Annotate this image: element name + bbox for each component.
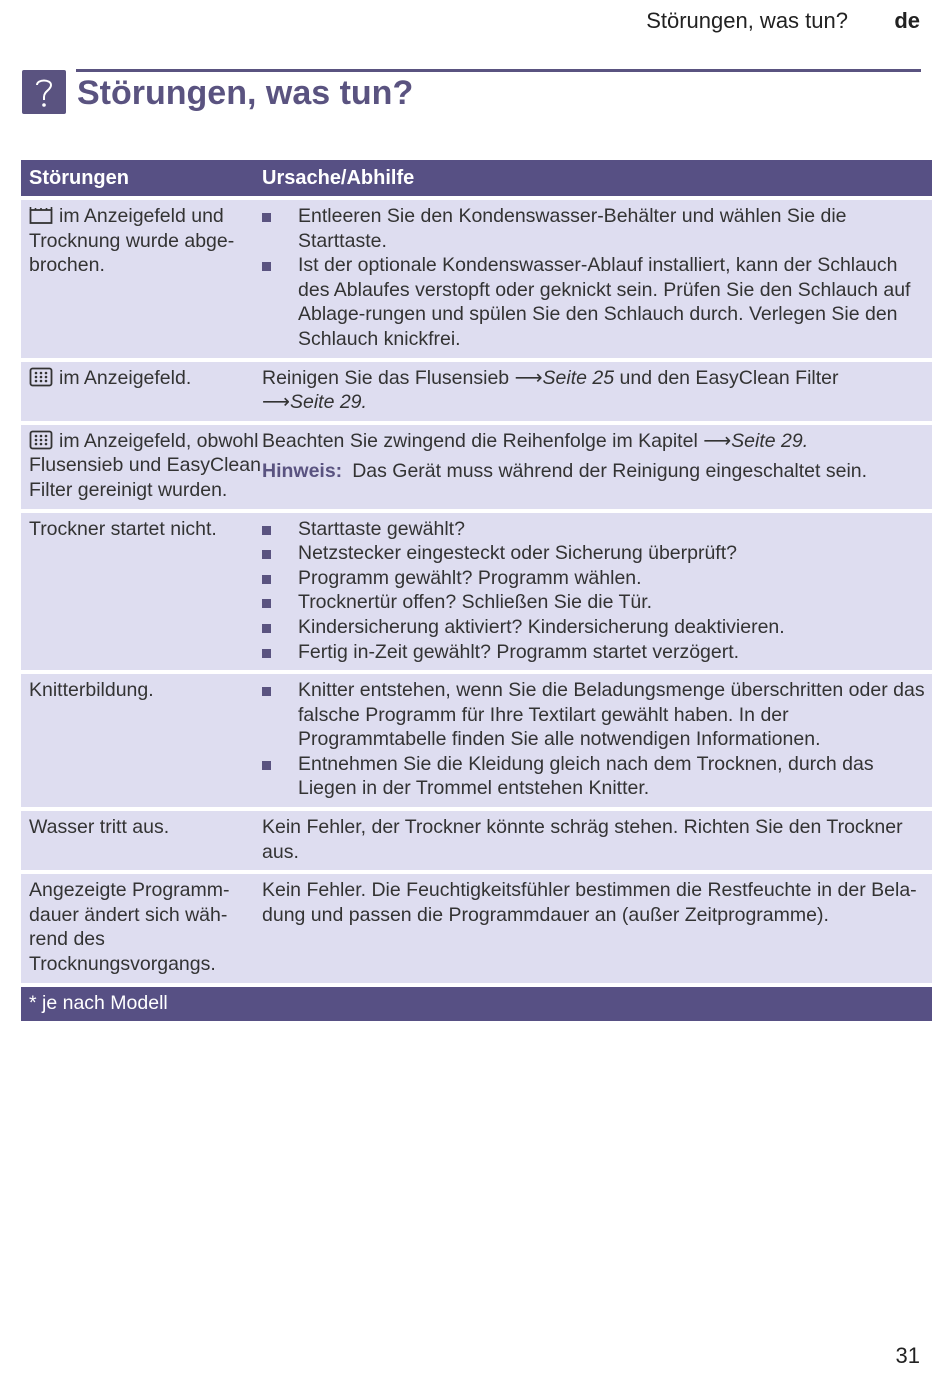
bullet-icon	[262, 640, 298, 665]
bullet-icon	[262, 204, 298, 253]
problem-cell: Angezeigte Programm-dauer ändert sich wäh-rend des Trocknungsvorgangs.	[29, 879, 230, 976]
bullet-icon	[262, 615, 298, 640]
remedy-cell	[262, 200, 932, 358]
column-header-remedy: Ursache/Abhilfe	[262, 166, 415, 189]
remedy-cell: Beachten Sie zwingend die Reihenfolge im Kapitel ⟶Seite 29. Hinweis: Das Gerät muss während der Reinigung eingeschaltet sein.	[262, 425, 932, 509]
table-row	[21, 362, 932, 421]
table-row	[21, 200, 932, 358]
list-item: Entnehmen Sie die Kleidung gleich nach dem Trocknen, durch das Liegen in der Trommel entstehen Knitter.	[262, 752, 926, 801]
problem-cell: Knitterbildung.	[29, 679, 154, 702]
arrow-right-icon: ⟶	[703, 429, 732, 452]
running-header-title: Störungen, was tun?	[646, 8, 848, 33]
remedy-cell: Reinigen Sie das Flusensieb ⟶Seite 25 und den EasyClean Filter ⟶Seite 29.	[262, 366, 839, 414]
note-label: Hinweis:	[262, 460, 343, 483]
bullet-icon	[262, 517, 298, 542]
arrow-right-icon: ⟶	[262, 391, 290, 414]
remedy-cell	[262, 513, 932, 671]
remedy-cell: Kein Fehler. Die Feuchtigkeitsfühler bestimmen die Restfeuchte in der Bela-dung und passen die Programmdauer an (außer Zeitprogramme).	[262, 879, 917, 926]
page-reference[interactable]: Seite 29	[731, 429, 803, 452]
filter-icon	[29, 430, 53, 450]
bullet-icon	[262, 590, 298, 615]
problem-cell: im Anzeigefeld und Trocknung wurde abge-brochen.	[29, 205, 235, 277]
table-row	[21, 811, 932, 870]
list-item: Knitter entstehen, wenn Sie die Beladungsmenge überschritten oder das falsche Programm für Ihre Textilart gewählt haben. In der Programmtabelle finden Sie alle notwendigen Informationen.	[262, 678, 926, 752]
list-item: Entleeren Sie den Kondenswasser-Behälter und wählen Sie die Starttaste.	[262, 204, 926, 253]
bullet-icon	[262, 541, 298, 566]
filter-icon	[29, 367, 53, 387]
bullet-icon	[262, 253, 298, 351]
page-title: Störungen, was tun?	[77, 74, 414, 112]
table-footnote: * je nach Modell	[21, 987, 932, 1021]
container-icon	[29, 205, 53, 225]
page-number: 31	[895, 1343, 920, 1368]
bullet-icon	[262, 752, 298, 801]
table-row	[21, 674, 932, 807]
problem-cell: Trockner startet nicht.	[29, 517, 217, 540]
table-row	[21, 874, 932, 982]
language-code: de	[894, 8, 920, 33]
list-item: Kindersicherung aktiviert? Kindersicherung deaktivieren.	[262, 615, 926, 640]
bullet-icon	[262, 566, 298, 591]
table-header	[21, 160, 932, 196]
list-item: Trocknertür offen? Schließen Sie die Tür.	[262, 590, 926, 615]
list-item: Fertig in-Zeit gewählt? Programm startet verzögert.	[262, 640, 926, 665]
list-item: Programm gewählt? Programm wählen.	[262, 566, 926, 591]
bullet-icon	[262, 678, 298, 752]
table-row	[21, 513, 932, 671]
question-icon	[22, 70, 66, 114]
note: Hinweis: Das Gerät muss während der Reinigung eingeschaltet sein.	[262, 460, 868, 483]
list-item: Starttaste gewählt?	[262, 517, 926, 542]
troubleshooting-table	[21, 160, 932, 1021]
list-item: Ist der optionale Kondenswasser-Ablauf installiert, kann der Schlauch des Ablaufes verstopft oder geknickt sein. Prüfen Sie den Schlauch auf Ablage-rungen und spülen Sie den Schlauch durch. Verlegen Sie den Schlauch knickfrei.	[262, 253, 926, 351]
column-header-problem: Störungen	[29, 166, 129, 189]
problem-cell: Wasser tritt aus.	[29, 816, 170, 839]
remedy-cell: Kein Fehler, der Trockner könnte schräg stehen. Richten Sie den Trockner aus.	[262, 816, 903, 863]
page-reference[interactable]: Seite 25	[542, 366, 615, 389]
title-rule	[76, 69, 921, 72]
arrow-right-icon: ⟶	[514, 366, 543, 389]
problem-cell: im Anzeigefeld.	[21, 362, 262, 421]
remedy-cell	[262, 674, 932, 807]
table-row	[21, 425, 932, 509]
list-item: Netzstecker eingesteckt oder Sicherung überprüft?	[262, 541, 926, 566]
page-reference[interactable]: Seite 29	[289, 391, 362, 414]
problem-cell: im Anzeigefeld, obwohl Flusensieb und EasyClean Filter gereinigt wurden.	[29, 429, 261, 501]
